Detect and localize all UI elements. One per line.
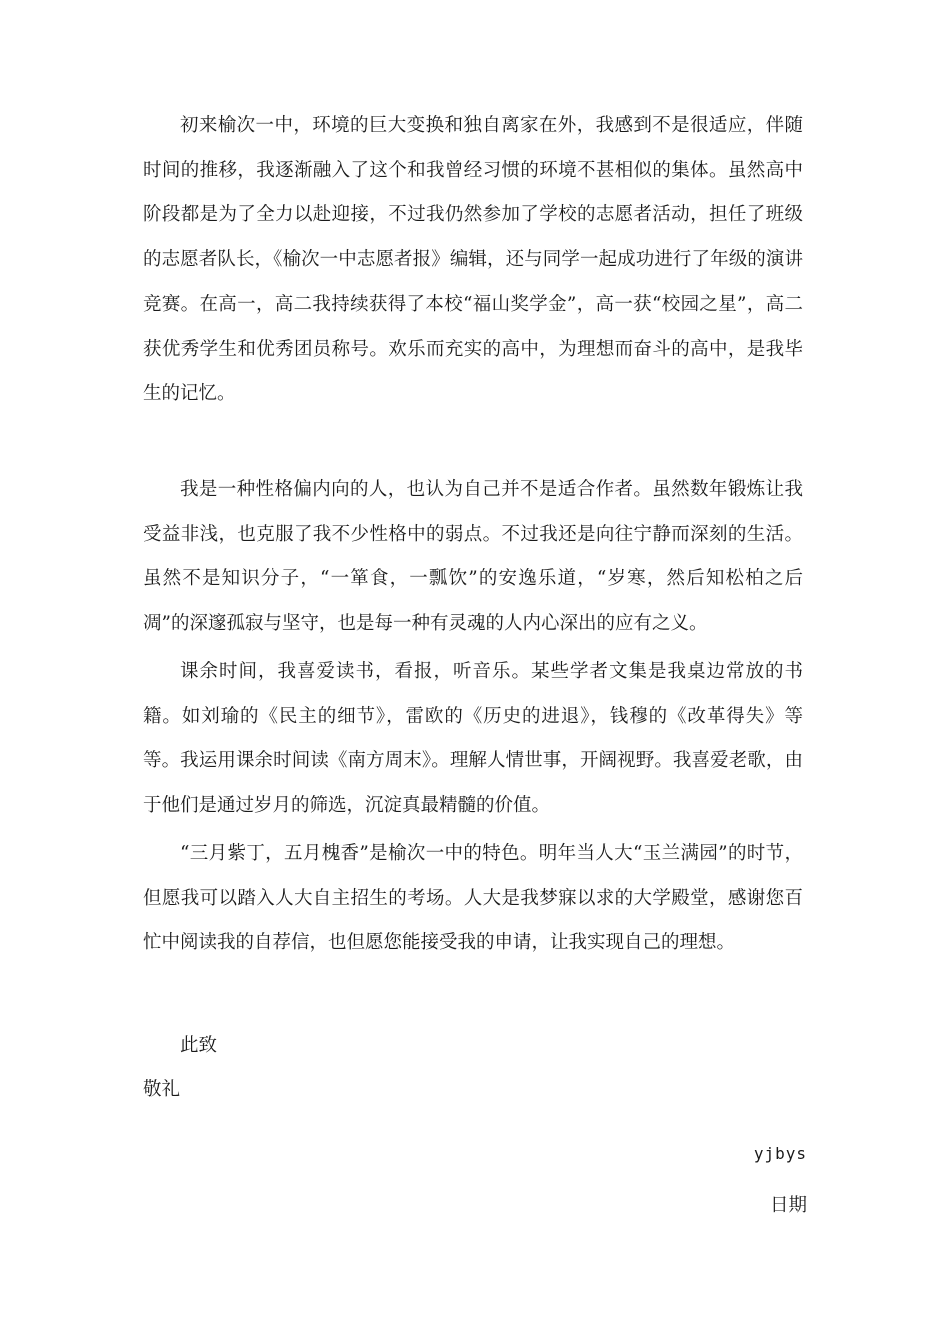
body-paragraph-2: 我是一种性格偏内向的人，也认为自己并不是适合作者。虽然数年锻炼让我受益非浅，也克服了我不少性格中的弱点。不过我还是向往宁静而深刻的生活。虽然不是知识分子，“一箪食，一瓢饮”的安逸乐道，“岁寒，然后知松柏之后凋”的深邃孤寂与坚守，也是每一种有灵魂的人内心深出的应有之义。	[143, 479, 803, 635]
body-paragraph-4: “三月紫丁，五月槐香”是榆次一中的特色。明年当人大“玉兰满园”的时节，但愿我可以踏入人大自主招生的考场。人大是我梦寐以求的大学殿堂，感谢您百忙中阅读我的自荐信，也但愿您能接受我的申请，让我实现自己的理想。	[143, 843, 803, 954]
body-paragraph-3: 课余时间，我喜爱读书，看报，听音乐。某些学者文集是我桌边常放的书籍。如刘瑜的《民主的细节》，雷欧的《历史的进退》，钱穆的《改革得失》等等。我运用课余时间读《南方周末》。理解人情世事，开阔视野。我喜爱老歌，由于他们是通过岁月的筛选，沉淀真最精髓的价值。	[143, 661, 803, 817]
letter-salutation: 敬礼	[143, 1079, 181, 1100]
date-label: 日期	[769, 1195, 807, 1216]
body-paragraph-1: 初来榆次一中，环境的巨大变换和独自离家在外，我感到不是很适应，伴随时间的推移，我逐渐融入了这个和我曾经习惯的环境不甚相似的集体。虽然高中阶段都是为了全力以赴迎接，不过我仍然参加了学校的志愿者活动，担任了班级的志愿者队长，《榆次一中志愿者报》编辑，还与同学一起成功进行了年级的演讲竞赛。在高一，高二我持续获得了本校“福山奖学金”，高一获“校园之星”，高二获优秀学生和优秀团员称号。欢乐而充实的高中，为理想而奋斗的高中，是我毕生的记忆。	[143, 115, 803, 405]
letter-closing: 此致	[180, 1035, 218, 1056]
signature: yjbys	[753, 1144, 807, 1163]
